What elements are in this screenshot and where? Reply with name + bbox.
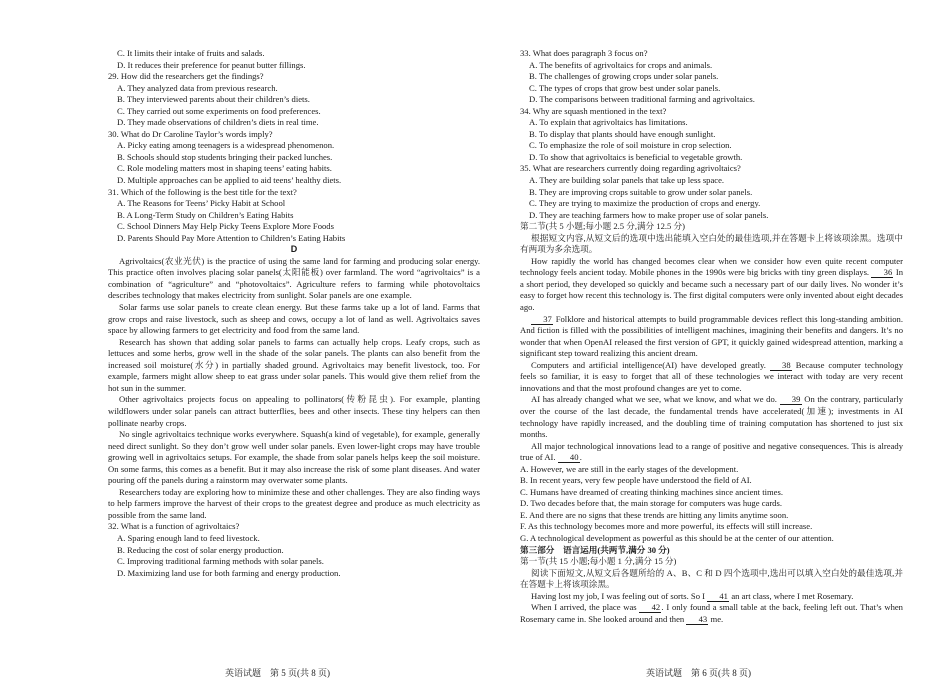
blank-40: 40 [558, 453, 580, 463]
cloze-option-g: G. A technological development as powerful as this should be at the center of our attention. [520, 532, 834, 543]
left-page-column [108, 48, 480, 579]
q33-option-b: B. The challenges of growing crops under solar panels. [529, 71, 719, 82]
story-s1-text-a: Having lost my job, I was feeling out of sorts. So I [531, 590, 706, 601]
q35-stem: 35. What are researchers currently doing regarding agrivoltaics? [520, 163, 741, 174]
part-3-instructions: 阅读下面短文,从短文后各题所给的 A、B、C 和 D 四个选项中,选出可以填入空白处的最佳选项,并在答题卡上将该项涂黑。 [520, 567, 903, 590]
q33-stem: 33. What does paragraph 3 focus on? [520, 48, 648, 58]
passage-d-paragraph-2: Solar farms use solar panels to create clean energy. But these farms take up a lot of land. Farms that grow crops and raise livestock, such as sheep and cows, occupy a lot of land as well. Agrivoltaics saves space by allowing farmers to get electricity and food from the same land. [108, 302, 480, 336]
passage-d-paragraph-6: Researchers today are exploring how to minimize these and other challenges. They are also finding ways to help farmers improve the harvest of their crops to the greatest degree and produce as much electricity as possible from the same land. [108, 486, 480, 520]
part-3-section-1-title: 第一节(共 15 小题;每小题 1 分,满分 15 分) [520, 556, 677, 567]
q35-option-b: B. They are improving crops suitable to grow under solar panels. [529, 186, 753, 197]
q30-option-d: D. Multiple approaches can be applied to aid teens’ healthy diets. [117, 175, 342, 186]
q31-option-c: C. School Dinners May Help Picky Teens Explore More Foods [117, 221, 334, 232]
cloze-option-f: F. As this technology becomes more and more powerful, its effects will still increase. [520, 521, 813, 532]
q30-option-a: A. Picky eating among teenagers is a widespread phenomenon. [117, 140, 335, 151]
cloze-paragraph-4 [520, 394, 903, 440]
q30-stem: 30. What do Dr Caroline Taylor’s words imply? [108, 128, 273, 139]
cloze-option-b: B. In recent years, very few people have understood the field of AI. [520, 475, 752, 486]
right-page-footer: 英语试题 第 6 页(共 8 页) [646, 668, 751, 678]
right-page-column [520, 48, 903, 625]
passage-d-heading: D [290, 244, 298, 255]
story-paragraph-2 [520, 602, 903, 625]
blank-38: 38 [770, 361, 792, 371]
blank-43: 43 [686, 615, 708, 625]
story-s1-text-b: an art class, where I met Rosemary. [731, 590, 854, 601]
cloze-paragraph-1 [520, 256, 903, 314]
q30-option-b: B. Schools should stop students bringing their packed lunches. [117, 151, 333, 162]
left-page-footer: 英语试题 第 5 页(共 8 页) [225, 668, 330, 678]
cloze-p4-text-b: On the contrary, particularly over the course of the last decade, the fundamental trends have accelerated(加速); investments in AI technology have rapidly increased, and the doubling time of training computation has shortened to just six months. [520, 394, 904, 440]
cloze-option-e: E. And there are no signs that these trends are hitting any limits anytime soon. [520, 509, 789, 520]
section-2-instructions: 根据短文内容,从短文后的选项中选出能填入空白处的最佳选项,并在答题卡上将该项涂黑。选项中有两项为多余选项。 [520, 232, 903, 255]
section-2-title: 第二节(共 5 小题;每小题 2.5 分,满分 12.5 分) [520, 221, 685, 232]
blank-42: 42 [639, 603, 661, 613]
q32-option-c: C. Improving traditional farming methods with solar panels. [117, 556, 324, 567]
cloze-p1-text-b: In a short period, they developed so quickly and became such a necessary part of our daily lives. No wonder it’s easy to forget how recent this technology is. The first digital computers were only invented about eight decades ago. [520, 267, 903, 313]
cloze-p2-text: Folklore and historical attempts to build programmable devices reflect this long-standing ambition. And fiction is filled with the possibilities of intelligent machines, imagining their benefits and dangers. It’s no wonder that when OpenAI released the first version of GPT, it quickly gained widespread attention, marking a significant step toward realizing this ancient dream. [520, 313, 903, 359]
passage-d-paragraph-4: Other agrivoltaics projects focus on appealing to pollinators(传粉昆虫). For example, planting wildflowers under solar panels can attract butterflies, bees and other insects. These tiny helpers can then pollinate nearby crops. [108, 394, 480, 428]
q31-option-d: D. Parents Should Pay More Attention to Children’s Eating Habits [117, 232, 346, 243]
q34-option-a: A. To explain that agrivoltaics has limitations. [529, 117, 688, 128]
blank-37: 37 [531, 315, 553, 325]
blank-41: 41 [707, 592, 729, 602]
q31-stem: 31. Which of the following is the best title for the text? [108, 186, 297, 197]
q33-option-d: D. The comparisons between traditional farming and agrivoltaics. [529, 94, 755, 105]
cloze-p5-text-b: . [579, 452, 582, 463]
cloze-p1-text-a: How rapidly the world has changed becomes clear when we consider how even quite recent computer technology feels ancient today. Mobile phones in the 1990s were big bricks with tiny green displays. [520, 255, 903, 278]
q33-option-c: C. The types of crops that grow best under solar panels. [529, 82, 721, 93]
q35-option-d: D. They are teaching farmers how to make proper use of solar panels. [529, 209, 769, 220]
story-s2-text-a: When I arrived, the place was [531, 602, 637, 613]
cloze-p5-text-a: All major technological innovations lead to a range of positive and negative consequences. This is already true of AI. [520, 440, 903, 463]
q30-option-c: C. Role modeling matters most in shaping teens’ eating habits. [117, 163, 332, 174]
passage-d-paragraph-5: No single agrivoltaics technique works everywhere. Squash(a kind of vegetable), for example, generally need direct sunlight. So they don’t grow well under solar panels. Even lower-light crops may have trouble growing well in agrivoltaics setups. For example, the shade from solar panels helps keep the soil moisture. On some farms, this comes as a benefit. But it may also increase the risk of some plant diseases. And water pouring off the panels during a rainstorm may overwater some plants. [108, 429, 480, 486]
q29-option-b: B. They interviewed parents about their children’s diets. [117, 94, 310, 105]
q32-option-b: B. Reducing the cost of solar energy production. [117, 544, 284, 555]
passage-d-paragraph-3: Research has shown that adding solar panels to farms can actually help crops. Leafy crops, such as lettuces and some herbs, grow well in the shade of the solar panels. The plants can also benefit from the increased soil moisture(水分) in partially shaded ground. Agrivoltaics may benefit livestock, too. For example, farmers might allow sheep to eat grass under solar panels. This would give them relief from the hot sun in the summer. [108, 336, 480, 393]
q31-option-b: B. A Long-Term Study on Children’s Eating Habits [117, 209, 294, 220]
story-s2-text-b: . I only found a small table at the back, feeling left out. That’s when Rosemary came in. She looked around and then [520, 602, 903, 624]
cloze-option-c: C. Humans have dreamed of creating thinking machines since ancient times. [520, 486, 783, 497]
passage-d-paragraph-1: Agrivoltaics(农业光伏) is the practice of using the same land for farming and producing solar energy. This practice often involves placing solar panels(太阳能板) over farmland. The word “agrivoltaics” is a combination of “agriculture” and “photovoltaics”. Agriculture refers to farming while photovoltaics describes technology that makes electricity from sunlight. Solar panels are one example. [108, 255, 480, 301]
cloze-p4-text-a: AI has already changed what we see, what we know, and what we do. [531, 394, 777, 405]
cloze-p3-text-b: Because computer technology feels so familiar, it is easy to forget that all of these technologies we interact with today are very recent innovations and that the most profound changes are yet to come. [520, 359, 903, 393]
cloze-paragraph-5 [520, 441, 903, 464]
cloze-option-a: A. However, we are still in the early stages of the development. [520, 463, 739, 474]
story-s2-text-c: me. [710, 613, 724, 624]
q29-stem: 29. How did the researchers get the findings? [108, 71, 264, 82]
q34-stem: 34. Why are squash mentioned in the text? [520, 105, 667, 116]
q28-option-d: D. It reduces their preference for peanut butter fillings. [117, 59, 306, 70]
q32-option-d: D. Maximizing land use for both farming and energy production. [117, 567, 341, 578]
q35-option-a: A. They are building solar panels that take up less space. [529, 175, 725, 186]
cloze-option-d: D. Two decades before that, the main storage for computers was huge cards. [520, 498, 782, 509]
q32-option-a: A. Sparing enough land to feed livestock. [117, 532, 260, 543]
q34-option-d: D. To show that agrivoltaics is beneficial to vegetable growth. [529, 151, 743, 162]
part-3-title: 第三部分 语言运用(共两节,满分 30 分) [520, 544, 670, 555]
q35-option-c: C. They are trying to maximize the production of crops and energy. [529, 198, 761, 209]
q31-option-a: A. The Reasons for Teens’ Picky Habit at School [117, 198, 286, 209]
q34-option-b: B. To display that plants should have enough sunlight. [529, 128, 716, 139]
blank-39: 39 [780, 395, 802, 405]
story-paragraph-1 [520, 591, 903, 603]
q34-option-c: C. To emphasize the role of soil moisture in crop selection. [529, 140, 732, 151]
blank-36: 36 [871, 268, 893, 278]
q29-option-d: D. They made observations of children’s diets in real time. [117, 117, 319, 128]
q32-stem: 32. What is a function of agrivoltaics? [108, 521, 240, 532]
cloze-paragraph-2 [520, 314, 903, 360]
q29-option-c: C. They carried out some experiments on food preferences. [117, 105, 321, 116]
q33-option-a: A. The benefits of agrivoltaics for crops and animals. [529, 59, 713, 70]
cloze-paragraph-3 [520, 360, 903, 395]
q28-option-c: C. It limits their intake of fruits and salads. [117, 48, 265, 58]
cloze-p3-text-a: Computers and artificial intelligence(AI) have developed greatly. [531, 359, 766, 370]
q29-option-a: A. They analyzed data from previous research. [117, 82, 278, 93]
